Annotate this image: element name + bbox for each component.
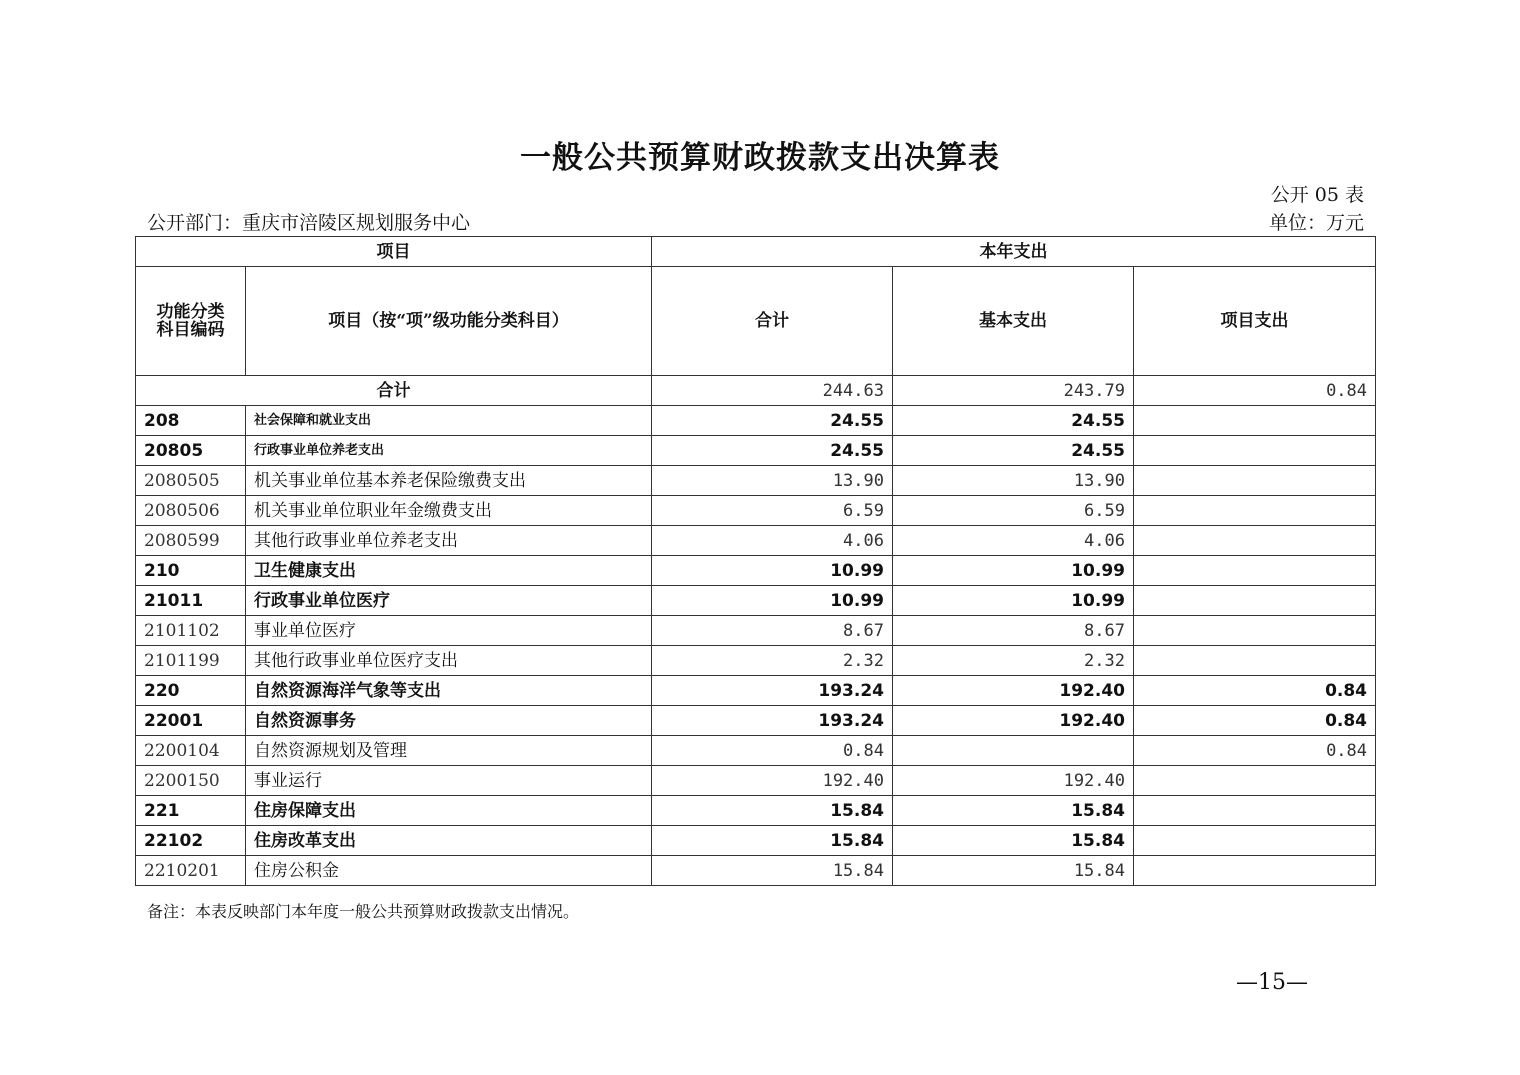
total-row	[136, 376, 1376, 406]
row-project	[1134, 586, 1376, 616]
row-total: 24.55	[652, 406, 893, 436]
expenditure-table	[135, 236, 1376, 886]
row-project: 0.84	[1134, 676, 1376, 706]
header-code-text: 功能分类科目编码	[156, 302, 225, 340]
table-row	[136, 556, 1376, 586]
row-total: 10.99	[652, 556, 893, 586]
row-name: 机关事业单位职业年金缴费支出	[246, 496, 652, 526]
row-total: 2.32	[652, 646, 893, 676]
row-basic: 15.84	[893, 796, 1134, 826]
row-code: 2101102	[136, 616, 246, 646]
row-basic: 15.84	[893, 826, 1134, 856]
table-row	[136, 766, 1376, 796]
row-project	[1134, 826, 1376, 856]
row-basic: 10.99	[893, 556, 1134, 586]
table-row	[136, 856, 1376, 886]
row-total: 192.40	[652, 766, 893, 796]
row-total: 0.84	[652, 736, 893, 766]
row-basic: 8.67	[893, 616, 1134, 646]
row-name: 社会保障和就业支出	[246, 406, 652, 436]
row-total: 193.24	[652, 706, 893, 736]
row-project	[1134, 766, 1376, 796]
total-project: 0.84	[1134, 376, 1376, 406]
row-basic: 192.40	[893, 676, 1134, 706]
row-name: 住房保障支出	[246, 796, 652, 826]
row-code: 2200104	[136, 736, 246, 766]
row-project: 0.84	[1134, 706, 1376, 736]
table-row	[136, 736, 1376, 766]
row-total: 6.59	[652, 496, 893, 526]
row-name: 卫生健康支出	[246, 556, 652, 586]
row-code: 208	[136, 406, 246, 436]
row-total: 10.99	[652, 586, 893, 616]
row-total: 4.06	[652, 526, 893, 556]
row-code: 221	[136, 796, 246, 826]
table-row	[136, 496, 1376, 526]
row-code: 2101199	[136, 646, 246, 676]
row-basic: 10.99	[893, 586, 1134, 616]
row-code: 2080506	[136, 496, 246, 526]
row-name: 自然资源海洋气象等支出	[246, 676, 652, 706]
table-row	[136, 466, 1376, 496]
page-number: —15—	[1236, 970, 1308, 995]
row-code: 220	[136, 676, 246, 706]
form-number: 公开 05 表	[1270, 184, 1364, 206]
page-title: 一般公共预算财政拨款支出决算表	[520, 140, 1000, 176]
row-code: 21011	[136, 586, 246, 616]
header-total: 合计	[652, 267, 893, 376]
unit-label: 单位：万元	[1268, 212, 1364, 234]
row-total: 15.84	[652, 826, 893, 856]
row-total: 15.84	[652, 796, 893, 826]
row-basic: 15.84	[893, 856, 1134, 886]
table-row	[136, 826, 1376, 856]
row-project	[1134, 556, 1376, 586]
row-name: 事业单位医疗	[246, 616, 652, 646]
row-total: 193.24	[652, 676, 893, 706]
row-name: 其他行政事业单位养老支出	[246, 526, 652, 556]
row-name: 机关事业单位基本养老保险缴费支出	[246, 466, 652, 496]
row-code: 22001	[136, 706, 246, 736]
row-basic: 192.40	[893, 706, 1134, 736]
row-project	[1134, 616, 1376, 646]
row-basic: 6.59	[893, 496, 1134, 526]
table-row	[136, 406, 1376, 436]
row-code: 2200150	[136, 766, 246, 796]
header-code	[136, 267, 246, 376]
row-name: 住房改革支出	[246, 826, 652, 856]
department-label: 公开部门：重庆市涪陵区规划服务中心	[147, 212, 471, 234]
total-total: 244.63	[652, 376, 893, 406]
header-name: 项目（按“项”级功能分类科目）	[246, 267, 652, 376]
table-row	[136, 646, 1376, 676]
table-row	[136, 676, 1376, 706]
row-project	[1134, 436, 1376, 466]
total-label: 合计	[136, 376, 652, 406]
table-row	[136, 526, 1376, 556]
table-row	[136, 706, 1376, 736]
row-name: 事业运行	[246, 766, 652, 796]
row-basic: 24.55	[893, 436, 1134, 466]
row-basic: 13.90	[893, 466, 1134, 496]
header-row-1	[136, 237, 1376, 267]
row-basic	[893, 736, 1134, 766]
row-basic: 2.32	[893, 646, 1134, 676]
header-row-2	[136, 267, 1376, 376]
table-row	[136, 436, 1376, 466]
header-basic: 基本支出	[893, 267, 1134, 376]
row-name: 住房公积金	[246, 856, 652, 886]
row-total: 24.55	[652, 436, 893, 466]
row-project	[1134, 856, 1376, 886]
row-name: 自然资源规划及管理	[246, 736, 652, 766]
row-name: 自然资源事务	[246, 706, 652, 736]
row-total: 15.84	[652, 856, 893, 886]
row-project	[1134, 526, 1376, 556]
table-row	[136, 586, 1376, 616]
header-project-exp: 项目支出	[1134, 267, 1376, 376]
row-project	[1134, 466, 1376, 496]
table-row	[136, 616, 1376, 646]
row-basic: 4.06	[893, 526, 1134, 556]
footnote: 备注：本表反映部门本年度一般公共预算财政拨款支出情况。	[147, 902, 580, 921]
header-this-year: 本年支出	[652, 237, 1376, 267]
row-code: 2080599	[136, 526, 246, 556]
row-project	[1134, 796, 1376, 826]
row-name: 行政事业单位医疗	[246, 586, 652, 616]
row-total: 8.67	[652, 616, 893, 646]
row-basic: 24.55	[893, 406, 1134, 436]
row-total: 13.90	[652, 466, 893, 496]
row-project	[1134, 406, 1376, 436]
row-name: 其他行政事业单位医疗支出	[246, 646, 652, 676]
row-code: 2210201	[136, 856, 246, 886]
row-code: 2080505	[136, 466, 246, 496]
row-name: 行政事业单位养老支出	[246, 436, 652, 466]
row-project: 0.84	[1134, 736, 1376, 766]
row-code: 210	[136, 556, 246, 586]
row-basic: 192.40	[893, 766, 1134, 796]
total-basic: 243.79	[893, 376, 1134, 406]
header-project: 项目	[136, 237, 652, 267]
row-project	[1134, 646, 1376, 676]
row-code: 22102	[136, 826, 246, 856]
table-row	[136, 796, 1376, 826]
row-project	[1134, 496, 1376, 526]
row-code: 20805	[136, 436, 246, 466]
